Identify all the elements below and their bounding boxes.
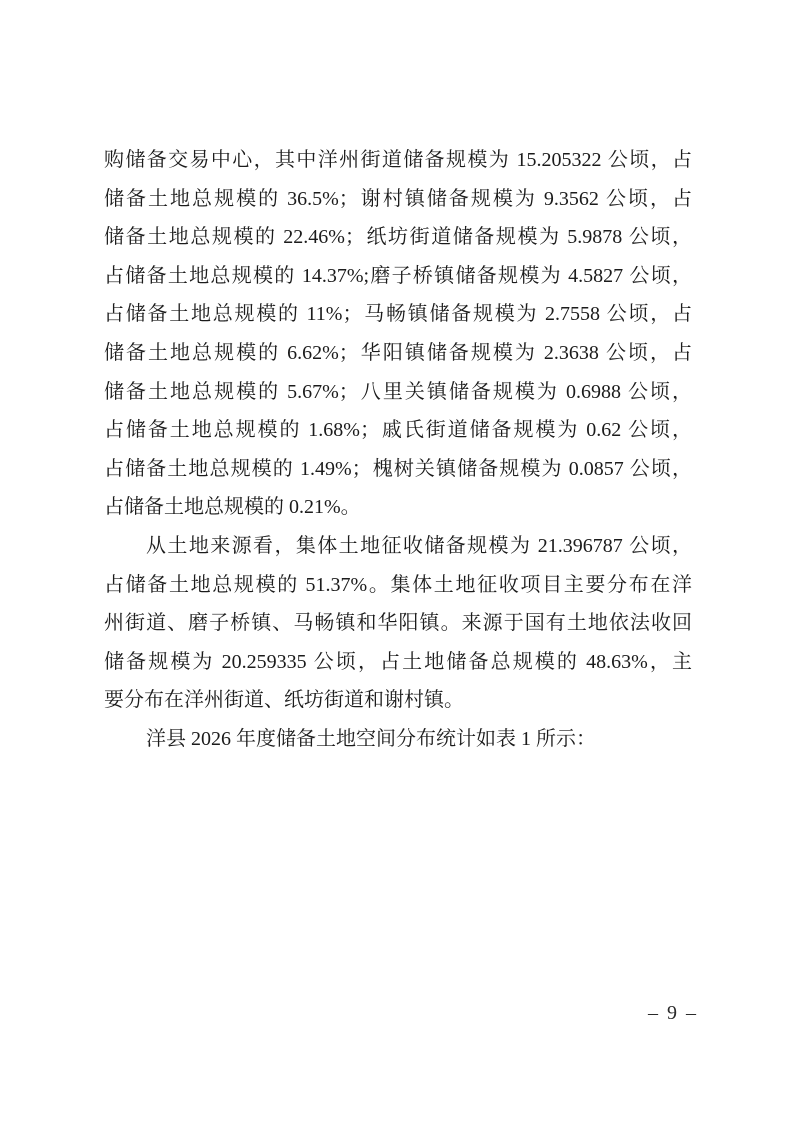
text-line-paragraph-end: 要分布在洋州街道、纸坊街道和谢村镇。 (104, 689, 464, 712)
page-number: – 9 – (648, 1002, 698, 1024)
text-line: 储备规模为 20.259335 公顷，占土地储备总规模的 48.63%，主 (104, 650, 692, 673)
text-line: 储备土地总规模的 22.46%；纸坊街道储备规模为 5.9878 公顷， (104, 226, 692, 249)
text-line-paragraph-start: 从土地来源看，集体土地征收储备规模为 21.396787 公顷， (146, 534, 692, 557)
text-line: 占储备土地总规模的 11%；马畅镇储备规模为 2.7558 公顷，占 (104, 303, 692, 326)
text-line: 储备土地总规模的 6.62%；华阳镇储备规模为 2.3638 公顷，占 (104, 341, 692, 364)
text-line: 购储备交易中心，其中洋州街道储备规模为 15.205322 公顷，占 (104, 149, 692, 171)
body-text (104, 141, 692, 759)
text-line: 州街道、磨子桥镇、马畅镇和华阳镇。来源于国有土地依法收回 (104, 612, 692, 635)
text-line-paragraph-start: 洋县 2026 年度储备土地空间分布统计如表 1 所示： (146, 727, 596, 750)
text-line: 占储备土地总规模的 1.68%；戚氏街道储备规模为 0.62 公顷， (104, 419, 692, 442)
text-line: 占储备土地总规模的 51.37%。集体土地征收项目主要分布在洋 (104, 573, 692, 596)
text-line-paragraph-end: 占储备土地总规模的 0.21%。 (104, 496, 361, 519)
text-line: 占储备土地总规模的 1.49%；槐树关镇储备规模为 0.0857 公顷， (104, 457, 692, 480)
text-line: 储备土地总规模的 5.67%；八里关镇储备规模为 0.6988 公顷， (104, 380, 692, 403)
text-line: 占储备土地总规模的 14.37%;磨子桥镇储备规模为 4.5827 公顷， (104, 264, 692, 287)
text-line: 储备土地总规模的 36.5%；谢村镇储备规模为 9.3562 公顷，占 (104, 187, 692, 210)
